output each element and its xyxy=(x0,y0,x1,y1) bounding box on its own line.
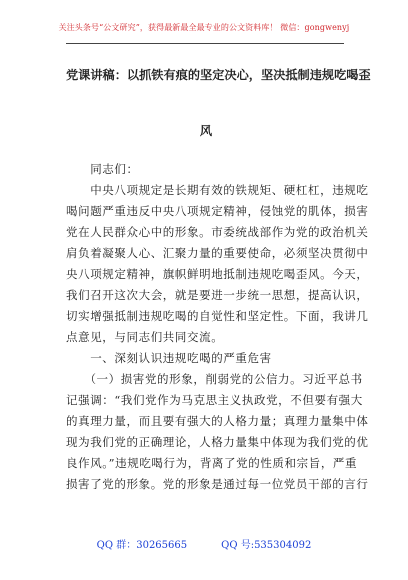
document-title: 党课讲稿：以抓铁有痕的坚定决心，坚决抵制违规吃喝歪 xyxy=(66,68,371,82)
body-line: （一）损害党的形象，削弱党的公信力。习近平总书 xyxy=(66,372,363,386)
body-line: 中央八项规定是长期有效的铁规矩、硬杠杠，违规吃 xyxy=(66,183,369,197)
footer-qq-group: QQ 群：30265665 xyxy=(96,540,188,551)
document-title-continued: 风 xyxy=(199,124,213,138)
body-line: 同志们： xyxy=(66,162,139,176)
header-divider xyxy=(66,43,344,44)
section-heading: 一、深刻认识违规吃喝的严重危害 xyxy=(66,351,272,365)
header-note: 关注头条号“公文研究”，获得最新最全最专业的公文资料库！ 微信：gongwenyj xyxy=(58,23,350,32)
footer-contact xyxy=(0,536,408,551)
body-line: 现为我们党的正确理论，人格力量集中体现为我们党的优 xyxy=(66,435,369,449)
body-line: 党在人民群众心中的形象。市委统战部作为党的政治机关 xyxy=(66,225,369,239)
body-line: 损害了党的形象。党的形象是通过每一位党员干部的言行 xyxy=(66,477,369,491)
body-line: 央八项规定精神，旗帜鲜明地抵制违规吃喝歪风。今天， xyxy=(66,267,369,281)
body-line: 我们召开这次大会，就是要进一步统一思想，提高认识， xyxy=(66,288,369,302)
body-line: 记强调：“我们党作为马克思主义执政党，不但要有强大 xyxy=(66,393,363,407)
body-line: 良作风。”违规吃喝行为，背离了党的性质和宗旨，严重 xyxy=(66,456,358,470)
body-line: 喝问题严重违反中央八项规定精神，侵蚀党的肌体，损害 xyxy=(66,204,369,218)
document-body xyxy=(66,159,369,495)
body-line: 的真理力量，而且要有强大的人格力量；真理力量集中体 xyxy=(66,414,369,428)
footer-qq-number: QQ 号:535304092 xyxy=(221,540,312,551)
body-line: 点意见，与同志们共同交流。 xyxy=(66,330,224,344)
body-line: 切实增强抵制违规吃喝的自觉性和坚定性。下面，我讲几 xyxy=(66,309,369,323)
body-line: 肩负着凝聚人心、汇聚力量的重要使命，必须坚决贯彻中 xyxy=(66,246,369,260)
